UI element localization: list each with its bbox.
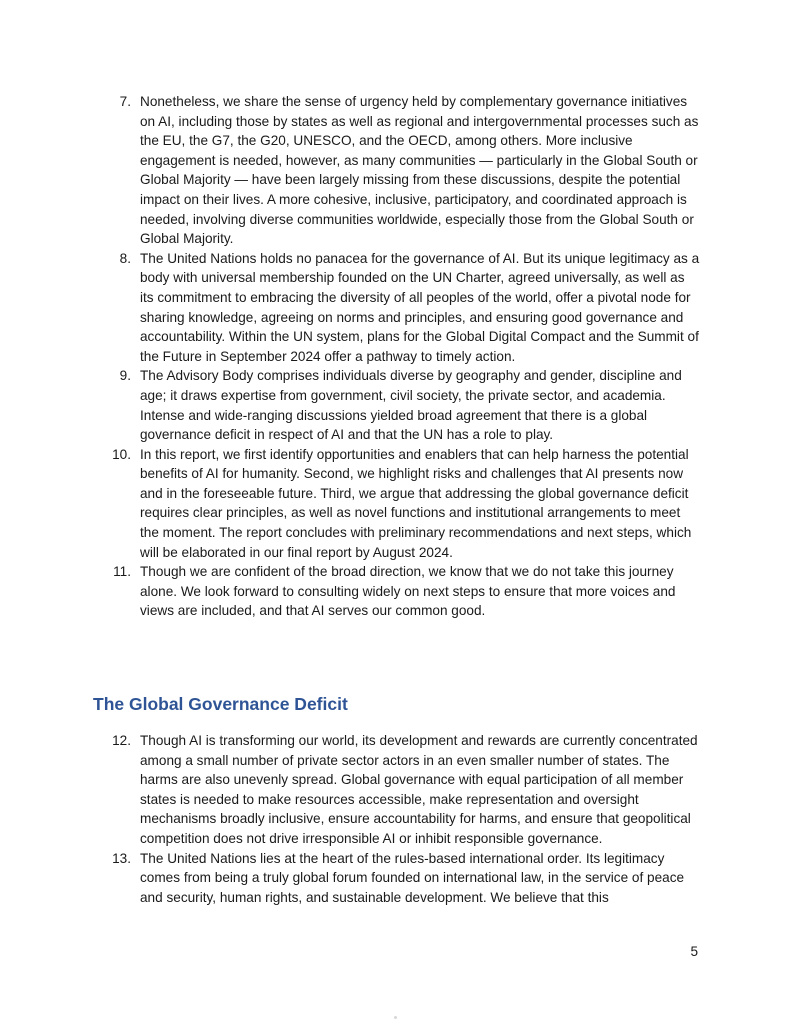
list-item — [112, 849, 700, 908]
section-heading: The Global Governance Deficit — [93, 694, 348, 714]
list-item — [113, 562, 700, 621]
numbered-list — [112, 731, 700, 907]
numbered-list — [112, 92, 700, 621]
item-text: The Advisory Body comprises individuals diverse by geography and gender, discipline and age; it draws expertise from government, civil society, the private sector, and academia. Intense and wide-ranging discussions yielded broad agreement that there is a global governance deficit in respect of AI and that the UN has a role to play. — [140, 368, 682, 443]
item-text: Though we are confident of the broad direction, we know that we do not take this journey alone. We look forward to consulting widely on next steps to ensure that more voices and views are included, and that AI serves our common good. — [140, 564, 676, 619]
item-text: In this report, we first identify opportunities and enablers that can help harness the potential benefits of AI for humanity. Second, we highlight risks and challenges that AI presents now and in the foreseeable future. Third, we argue that addressing the global governance deficit requires clear principles, as well as novel functions and institutional arrangements to meet the moment. The report concludes with preliminary recommendations and next steps, which will be elaborated in our final report by August 2024. — [140, 446, 692, 560]
item-number: 9. — [119, 368, 131, 384]
scan-dot — [394, 1016, 397, 1019]
list-item — [112, 731, 700, 849]
list-item — [119, 366, 700, 444]
item-text: Though AI is transforming our world, its development and rewards are currently concentrated among a small number of private sector actors in an even smaller number of states. The harms are also unevenly spread. Global governance with equal participation of all member states is needed to make resources accessible, make representation and oversight mechanisms broadly inclusive, ensure accountability for harms, and ensure that geopolitical competition does not drive irresponsible AI or inhibit responsible governance. — [140, 733, 698, 846]
item-text: The United Nations lies at the heart of the rules-based international order. Its legitimacy comes from being a truly global forum founded on international law, in the service of peace and security, human rights, and sustainable development. We believe that this — [140, 850, 685, 905]
item-number: 8. — [119, 250, 131, 266]
item-number: 11. — [113, 564, 131, 580]
list-item — [119, 92, 700, 249]
list-item — [119, 249, 700, 367]
item-number: 12. — [112, 733, 131, 748]
item-number: 13. — [112, 850, 131, 866]
item-number: 10. — [112, 446, 131, 462]
item-text: The United Nations holds no panacea for the governance of AI. But its unique legitimacy as a body with universal membership founded on the UN Charter, agreed universally, as well as its commitment to embracing the diversity of all peoples of the world, offer a pivotal node for sharing knowledge, agreeing on norms and principles, and ensuring good governance and accountability. Within the UN system, plans for the Global Digital Compact and the Summit of the Future in September 2024 offer a pathway to timely action. — [140, 250, 700, 364]
list-item — [112, 445, 700, 563]
page-number: 5 — [690, 944, 698, 959]
item-number: 7. — [119, 94, 131, 109]
item-text: Nonetheless, we share the sense of urgency held by complementary governance initiatives on AI, including those by states as well as regional and intergovernmental processes such as the EU, the G7, the G20, UNESCO, and the OECD, among others. More inclusive engagement is needed, however, as many communities — particularly in the Global South or Global Majority — have been largely missing from these discussions, despite the potential impact on their lives. A more cohesive, inclusive, participatory, and coordinated approach is needed, involving diverse communities worldwide, especially those from the Global South or Global Majority. — [140, 94, 699, 247]
